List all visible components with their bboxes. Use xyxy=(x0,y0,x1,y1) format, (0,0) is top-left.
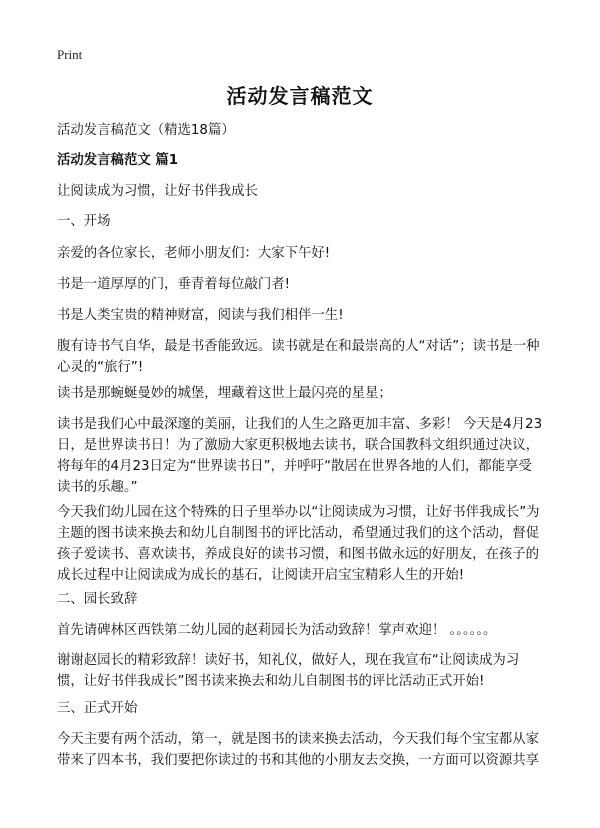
paragraph-theme: 让阅读成为习惯，让好书伴我成长 xyxy=(57,184,258,199)
print-link[interactable]: Print xyxy=(57,47,83,62)
heading-principal: 二、园长致辞 xyxy=(57,592,138,607)
paragraph-poetry: 腹有诗书气自华，最是书香能致远。读书就是在和最崇高的人“对话”；读书是一种心灵的“旅行”! xyxy=(57,339,540,375)
paragraph-activities: 今天主要有两个活动，第一，就是图书的读来换去活动，今天我们每个宝宝都从家带来了四本书，我们要把你读过的书和其他的小朋友去交换，一方面可以资源共享 xyxy=(57,732,540,768)
paragraph-event: 今天我们幼儿园在这个特殊的日子里举办以“让阅读成为习惯，让好书伴我成长”为主题的图书读来换去和幼儿自制图书的评比活动，希望通过我们的这个活动，督促孩子爱读书、喜欢读书，养成良好的读书习惯，和图书做永远的好朋友，在孩子的成长过程中让阅读成为成长的基石，让阅读开启宝宝精彩人生的开始! xyxy=(57,505,540,583)
heading-opening: 一、开场 xyxy=(57,214,111,229)
paragraph-door: 书是一道厚厚的门，垂青着每位敲门者! xyxy=(57,277,291,292)
heading-start: 三、正式开始 xyxy=(57,701,138,716)
paragraph-world-book-day: 读书是我们心中最深邃的美丽，让我们的人生之路更加丰富、多彩！ 今天是4月23日，是世界读书日！为了激励大家更积极地去读书，联合国教科文组织通过决议，将每年的4月23日定为“世界读书日”，并呼吁“散居在世界各地的人们，都能享受读书的乐趣。” xyxy=(57,417,543,495)
paragraph-castle: 读书是那蜿蜒曼妙的城堡，埋藏着这世上最闪亮的星星； xyxy=(57,386,392,401)
paragraph-wealth: 书是人类宝贵的精神财富，阅读与我们相伴一生! xyxy=(57,308,344,323)
paragraph-thanks: 谢谢赵园长的精彩致辞！读好书，知礼仪，做好人，现在我宣布“让阅读成为习惯，让好书伴我成长”图书读来换去和幼儿自制图书的评比活动正式开始! xyxy=(57,653,520,689)
page-title: 活动发言稿范文 xyxy=(226,84,374,108)
paragraph-invite: 首先请碑林区西铁第二幼儿园的赵莉园长为活动致辞！掌声欢迎！ 。。。。。。 xyxy=(57,623,497,638)
paragraph-greeting: 亲爱的各位家长，老师小朋友们：大家下午好! xyxy=(57,246,331,261)
section-heading: 活动发言稿范文 篇1 xyxy=(57,153,179,168)
doc-subtitle: 活动发言稿范文（精选18篇） xyxy=(57,123,235,138)
